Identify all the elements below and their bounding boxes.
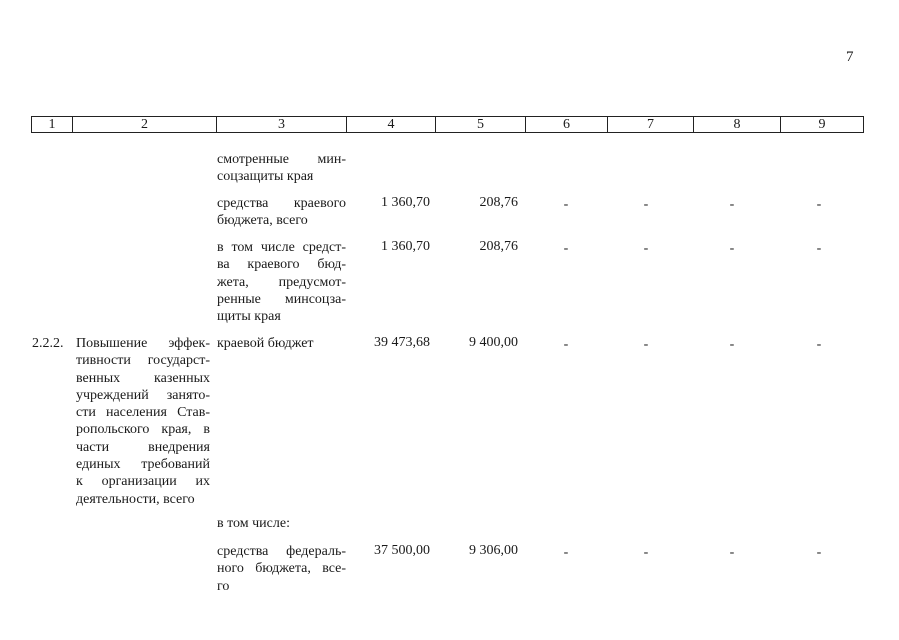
text-line: в том числе: xyxy=(217,516,290,531)
text-line: сти населения Став- xyxy=(76,405,210,421)
text-line: ренные минсоцза- xyxy=(217,291,346,307)
row2-col5: 208,76 xyxy=(479,239,518,254)
row3-col9: - xyxy=(816,337,822,352)
row1-col4: 1 360,70 xyxy=(381,195,430,210)
header-cell-5: 5 xyxy=(436,117,526,133)
text-line: в том числе средст- xyxy=(217,240,346,255)
header-cell-1: 1 xyxy=(32,117,73,133)
row3-col7: - xyxy=(643,337,649,352)
header-cell-8: 8 xyxy=(694,117,781,133)
row2-col7: - xyxy=(643,241,649,256)
header-cell-3: 3 xyxy=(217,117,347,133)
row3-source xyxy=(217,335,346,352)
text-line: части внедрения xyxy=(76,439,210,455)
header-cell-6: 6 xyxy=(526,117,608,133)
column-number-header xyxy=(31,116,864,133)
text-line: соцзащиты края xyxy=(217,169,314,185)
page-number: 7 xyxy=(846,49,854,65)
row2-col8: - xyxy=(729,241,735,256)
text-line: тивности государст- xyxy=(76,353,210,369)
text-line: учреждений занято- xyxy=(76,387,210,403)
header-cell-7: 7 xyxy=(608,117,694,133)
text-line: ропольского края, в xyxy=(76,422,210,438)
row3-col4: 39 473,68 xyxy=(374,335,430,350)
row3-col6: - xyxy=(563,337,569,352)
header-cell-9: 9 xyxy=(781,117,864,133)
text-line: жета, предусмот- xyxy=(217,274,346,290)
row3-item-number: 2.2.2. xyxy=(32,336,64,351)
text-line: щиты края xyxy=(217,309,281,325)
row2-col6: - xyxy=(563,241,569,256)
row0-source xyxy=(217,151,346,186)
text-line: смотренные мин- xyxy=(217,152,346,167)
text-line: венных казенных xyxy=(76,370,210,386)
text-line: ва краевого бюд- xyxy=(217,257,346,273)
row1-col5: 208,76 xyxy=(479,195,518,210)
row1-source xyxy=(217,195,346,230)
row1-col9: - xyxy=(816,197,822,212)
row5-source xyxy=(217,543,346,595)
row5-col8: - xyxy=(729,545,735,560)
row1-col6: - xyxy=(563,197,569,212)
row5-col7: - xyxy=(643,545,649,560)
row5-col9: - xyxy=(816,545,822,560)
header-cell-2: 2 xyxy=(73,117,217,133)
row3-col5: 9 400,00 xyxy=(469,335,518,350)
text-line: ного бюджета, все- xyxy=(217,561,346,577)
text-line: Повышение эффек- xyxy=(76,336,210,351)
text-line: го xyxy=(217,578,230,594)
row5-col5: 9 306,00 xyxy=(469,543,518,558)
text-line: к организации их xyxy=(76,474,210,490)
text-line: единых требований xyxy=(76,457,210,473)
row1-col7: - xyxy=(643,197,649,212)
row3-col8: - xyxy=(729,337,735,352)
row1-col8: - xyxy=(729,197,735,212)
row5-col6: - xyxy=(563,545,569,560)
row4-source xyxy=(217,515,346,532)
row3-measure-name xyxy=(76,335,210,508)
row2-col9: - xyxy=(816,241,822,256)
row2-col4: 1 360,70 xyxy=(381,239,430,254)
text-line: средства краевого xyxy=(217,196,346,211)
text-line: бюджета, всего xyxy=(217,213,308,229)
row5-col4: 37 500,00 xyxy=(374,543,430,558)
text-line: краевой бюджет xyxy=(217,336,314,351)
text-line: деятельности, всего xyxy=(76,491,195,507)
text-line: средства федераль- xyxy=(217,544,346,559)
header-cell-4: 4 xyxy=(347,117,436,133)
row2-source xyxy=(217,239,346,325)
